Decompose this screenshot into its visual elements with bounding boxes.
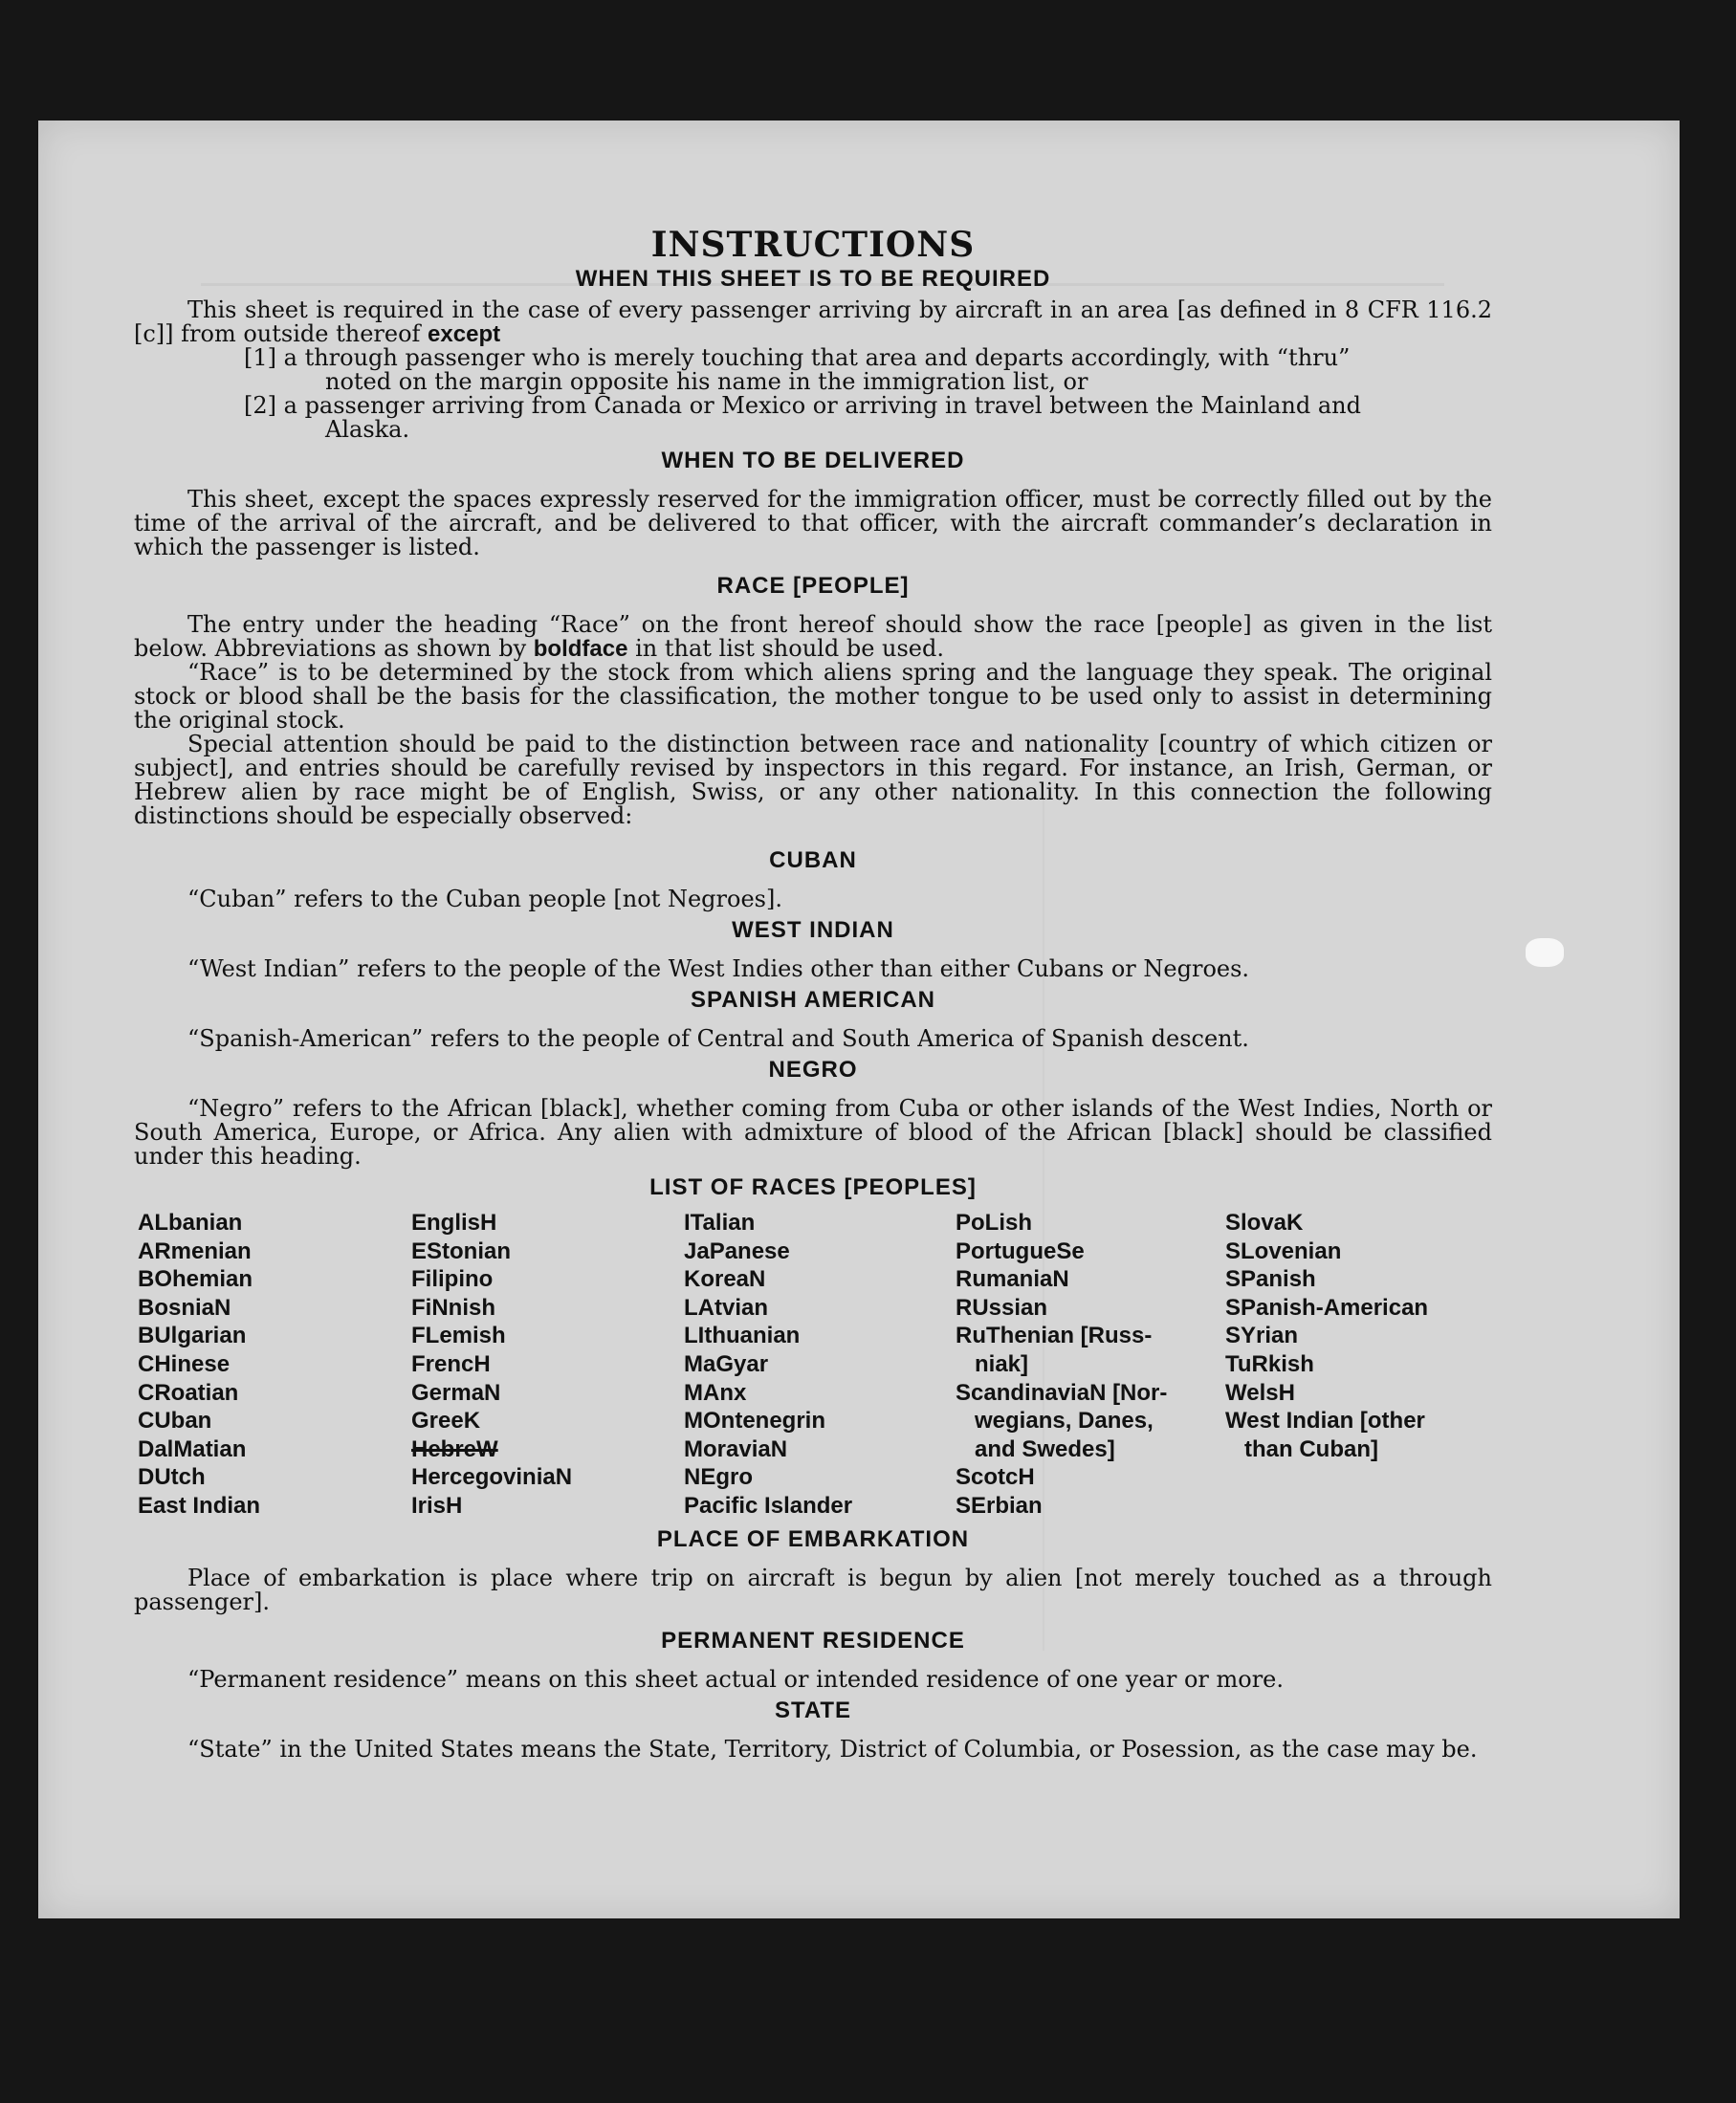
page-title: INSTRUCTIONS	[650, 225, 976, 265]
section-heading-list-of-races: LIST OF RACES [PEOPLES]	[649, 1174, 977, 1200]
races-table	[138, 1209, 1492, 1521]
except-word: except	[428, 321, 501, 347]
race-entry: Filipino	[411, 1266, 494, 1293]
race-entry: EnglisH	[411, 1210, 497, 1236]
race-entry: HercegoviniaN	[411, 1464, 573, 1491]
race-entry: MaGyar	[684, 1350, 769, 1377]
spanish-american-text: “Spanish-American” refers to the people of Central and South America of Spanish descent.	[187, 1025, 1249, 1052]
race-entry: MOntenegrin	[684, 1408, 825, 1435]
race-entry: FrencH	[411, 1350, 491, 1377]
race-entry: SYrian	[1225, 1323, 1299, 1349]
exception-item-2: [2] a passenger arriving from Canada or Mexico or arriving in travel between the Mainland and	[244, 392, 1361, 419]
race-paragraph-3: Special attention should be paid to the distinction between race and nationality [country of which citizen or subject], and entries should be carefully revised by inspectors in this regard. For instance, an Irish, German, or Hebrew alien by race might be of English, Swiss, or any other nationality. In this connection the following distinctions should be especially observed:	[134, 731, 1492, 829]
race-entry: ScandinaviaN [Nor-	[956, 1379, 1168, 1406]
section-heading-state: STATE	[774, 1697, 852, 1723]
race-entry: ARmenian	[138, 1238, 252, 1264]
race-entry: NEgro	[684, 1464, 753, 1491]
negro-text: “Negro” refers to the African [black], whether coming from Cuba or other islands of the West Indies, North or South America, Europe, or Africa. Any alien with admixture of blood of the African [black] should be classified under this heading.	[134, 1095, 1492, 1170]
race-entry: BosniaN	[138, 1294, 231, 1321]
cuban-text: “Cuban” refers to the Cuban people [not Negroes].	[187, 886, 782, 912]
race-entry: CHinese	[138, 1350, 231, 1377]
document-page	[38, 120, 1680, 1918]
race-entry: DalMatian	[138, 1435, 247, 1462]
race-entry: MAnx	[684, 1379, 747, 1406]
section-heading-when-delivered: WHEN TO BE DELIVERED	[661, 448, 965, 473]
race-entry: MoraviaN	[684, 1435, 788, 1462]
race-entry: East Indian	[138, 1492, 261, 1519]
race-entry: West Indian [other	[1225, 1408, 1425, 1435]
exception-item-1-cont: noted on the margin opposite his name in the immigration list, or	[325, 368, 1088, 395]
boldface-word: boldface	[533, 636, 628, 662]
race-entry: JaPanese	[684, 1238, 790, 1264]
section-heading-embarkation: PLACE OF EMBARKATION	[656, 1525, 970, 1552]
race-entry: KoreaN	[684, 1266, 766, 1293]
race-entry: BOhemian	[138, 1266, 253, 1293]
race-entry: SPanish	[1225, 1266, 1316, 1293]
race-entry: FLemish	[411, 1323, 506, 1349]
race-entry	[1225, 1463, 1496, 1492]
race-entry: LAtvian	[684, 1294, 769, 1321]
section-heading-when-required: WHEN THIS SHEET IS TO BE REQUIRED	[575, 266, 1051, 292]
race-entry: TuRkish	[1225, 1350, 1314, 1377]
race-entry: FiNnish	[411, 1294, 495, 1321]
section-heading-negro: NEGRO	[768, 1057, 858, 1083]
race-entry	[1225, 1492, 1496, 1521]
race-paragraph-1: The entry under the heading “Race” on the front hereof should show the race [people] as given in the list below. Abbreviations as shown by boldface in that list should be used.	[134, 611, 1492, 662]
paper-scuff	[1526, 938, 1564, 967]
race-entry: SErbian	[956, 1492, 1043, 1519]
race-entry: ALbanian	[138, 1210, 243, 1236]
race-entry: ScotcH	[956, 1464, 1035, 1491]
when-delivered-text: This sheet, except the spaces expressly reserved for the immigration officer, must be correctly filled out by the time of the arrival of the aircraft, and be delivered to that officer, with the aircraft commander’s declaration in which the passenger is listed.	[134, 486, 1492, 560]
race-entry: SlovaK	[1225, 1210, 1304, 1236]
race-entry: IrisH	[411, 1492, 463, 1519]
state-text: “State” in the United States means the State, Territory, District of Columbia, or Posession, as the case may be.	[187, 1735, 1478, 1763]
race-entry: CUban	[138, 1408, 212, 1435]
residence-text: “Permanent residence” means on this sheet actual or intended residence of one year or more.	[187, 1665, 1284, 1693]
race-entry: HebreW	[411, 1435, 498, 1462]
exception-item-2-cont: Alaska.	[325, 416, 410, 443]
section-heading-race: RACE [PEOPLE]	[716, 573, 910, 599]
race-entry: EStonian	[411, 1238, 512, 1264]
race-entry: Pacific Islander	[684, 1492, 853, 1519]
race-entry: wegians, Danes,	[956, 1408, 1154, 1435]
section-heading-residence: PERMANENT RESIDENCE	[661, 1627, 965, 1654]
race-entry: and Swedes]	[956, 1435, 1115, 1462]
race-entry: PortugueSe	[956, 1238, 1085, 1264]
embarkation-text: Place of embarkation is place where trip on aircraft is begun by alien [not merely touched as a through passenger].	[134, 1564, 1492, 1615]
race-entry: RUssian	[956, 1294, 1048, 1321]
race-entry: RumaniaN	[956, 1266, 1069, 1293]
west-indian-text: “West Indian” refers to the people of the West Indies other than either Cubans or Negroes.	[187, 955, 1250, 982]
race-entry: CRoatian	[138, 1379, 239, 1406]
race-entry: ITalian	[684, 1210, 756, 1236]
race-entry: PoLish	[956, 1210, 1033, 1236]
section-heading-west-indian: WEST INDIAN	[732, 917, 894, 943]
race-entry: SPanish-American	[1225, 1294, 1429, 1321]
race-entry: than Cuban]	[1225, 1435, 1378, 1462]
race-entry: niak]	[956, 1350, 1029, 1377]
exception-item-1: [1] a through passenger who is merely touching that area and departs accordingly, with “thru”	[244, 344, 1351, 371]
section-heading-cuban: CUBAN	[769, 847, 857, 873]
race-entry: DUtch	[138, 1464, 206, 1491]
race-entry: SLovenian	[1225, 1238, 1342, 1264]
race-entry: GreeK	[411, 1408, 481, 1435]
race-entry: WelsH	[1225, 1379, 1295, 1406]
when-required-intro: This sheet is required in the case of every passenger arriving by aircraft in an area [as defined in 8 CFR 116.2 [c]] from outside thereof except	[134, 296, 1492, 347]
instructions-content	[134, 224, 1492, 1762]
race-entry: RuThenian [Russ-	[956, 1323, 1153, 1349]
race-paragraph-2: “Race” is to be determined by the stock from which aliens spring and the language they speak. The original stock or blood shall be the basis for the classification, the mother tongue to be used only to assist in determining the original stock.	[134, 659, 1492, 734]
section-heading-spanish-american: SPANISH AMERICAN	[690, 987, 935, 1013]
race-entry: BUlgarian	[138, 1323, 247, 1349]
race-entry: LIthuanian	[684, 1323, 801, 1349]
race-entry: GermaN	[411, 1379, 501, 1406]
